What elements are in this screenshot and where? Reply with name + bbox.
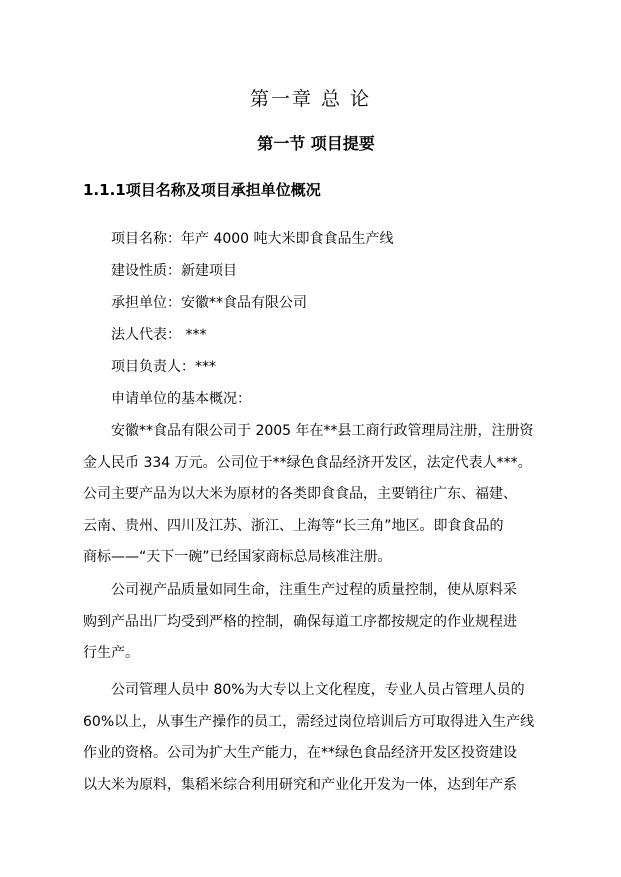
paragraph-line: 公司主要产品为以大米为原材的各类即食食品，主要销往广东、福建、: [83, 486, 517, 502]
chapter-title: 第一章 总 论: [249, 88, 372, 110]
applicant-overview-heading: 申请单位的基本概况：: [111, 391, 251, 407]
paragraph-line: 云南、贵州、四川及江苏、浙江、上海等“长三角”地区。即食食品的: [83, 517, 504, 534]
paragraph-line: 购到产品出厂均受到严格的控制，确保每道工序都按规定的作业规程进: [83, 613, 517, 630]
paragraph-line: 商标——“天下一碗”已经国家商标总局核准注册。: [83, 549, 392, 565]
undertaking-unit-line: 承担单位：安徽**食品有限公司: [111, 295, 307, 311]
paragraph-quality-control: [83, 575, 553, 670]
subsection-title: 1.1.1项目名称及项目承担单位概况: [83, 181, 321, 199]
construction-nature-line: 建设性质：新建项目: [111, 263, 237, 279]
paragraph-line: 60%以上，从事生产操作的员工，需经过岗位培训后方可取得进入生产线: [83, 713, 535, 730]
project-leader-line: 项目负责人：***: [111, 359, 216, 375]
paragraph-line: 公司视产品质量如同生命，注重生产过程的质量控制，使从原料采: [111, 582, 517, 598]
paragraph-line: 以大米为原料，集稻米综合利用研究和产业化开发为一体，达到年产系: [83, 776, 517, 793]
paragraph-line: 金人民币 334 万元。公司位于**绿色食品经济开发区，法定代表人***。: [83, 454, 532, 471]
paragraph-line: 作业的资格。公司为扩大生产能力，在**绿色食品经济开发区投资建设: [83, 745, 517, 761]
paragraph-line: 行生产。: [83, 645, 139, 661]
paragraph-staff-expansion: [83, 675, 553, 801]
section-title: 第一节 项目提要: [257, 134, 375, 153]
legal-representative-line: 法人代表： ***: [111, 327, 207, 343]
paragraph-line: 安徽**食品有限公司于 2005 年在**县工商行政管理局注册，注册资: [111, 423, 534, 439]
paragraph-company-overview: [83, 416, 553, 574]
project-name-line: 项目名称：年产 4000 吨大米即食食品生产线: [111, 231, 394, 247]
paragraph-line: 公司管理人员中 80%为大专以上文化程度，专业人员占管理人员的: [111, 682, 525, 698]
